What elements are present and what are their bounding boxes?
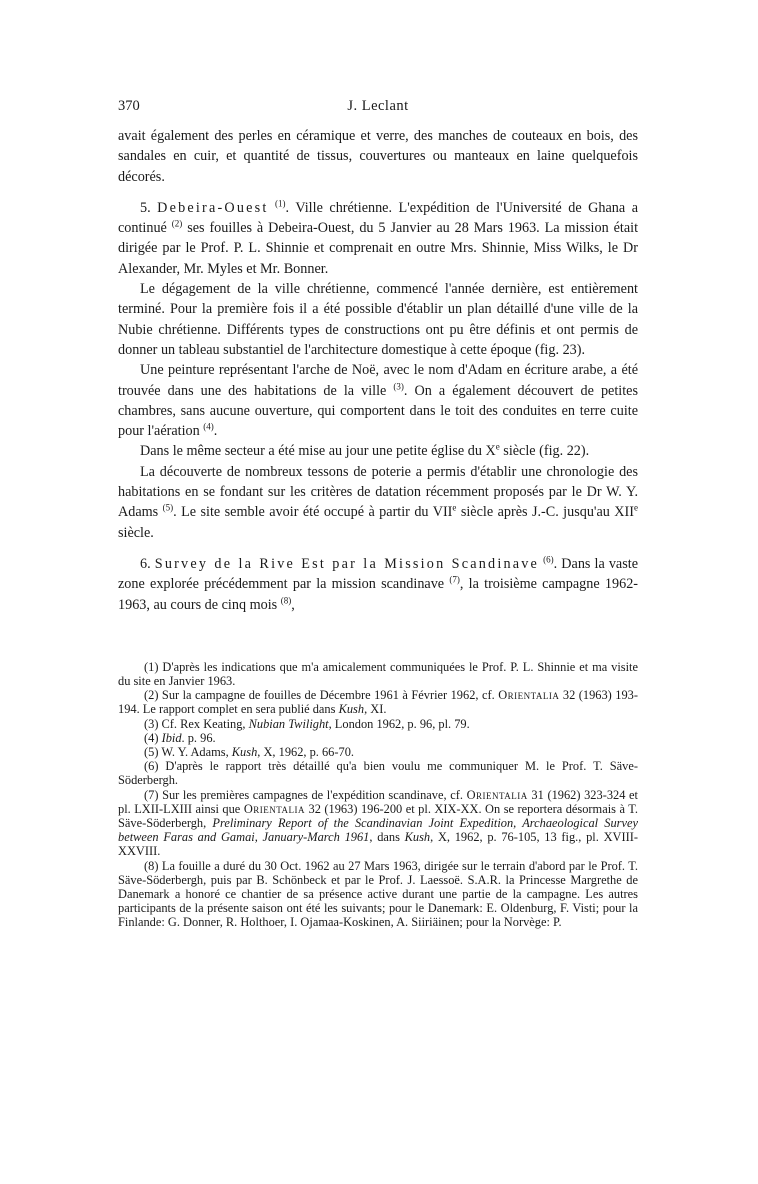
journal-name: Orientalia	[498, 688, 560, 703]
footnote-3-text-a: (3) Cf. Rex Keating,	[144, 716, 246, 731]
footnote-6: (6) D'après le rapport très détaillé qu'a bien voulu me communiquer M. le Prof. T. Säve-Söderbergh.	[118, 759, 638, 788]
ibid: Ibid	[161, 730, 182, 745]
report-title: Preliminary Report of the Scandinavian Joint Expedition, Archaeological Survey between Faras and Gamai, January-March 1961	[118, 816, 638, 845]
footnote-5	[118, 745, 638, 759]
page-number: 370	[118, 98, 140, 114]
footnote-7-text-b: 31 (1962) 323-324 et pl. LXII-LXIII ainsi que	[118, 787, 638, 816]
footnote-7	[118, 788, 638, 859]
church-text-b: siècle (fig. 22).	[503, 443, 590, 460]
footnote-3-text-b: , London 1962, p. 96, pl. 79.	[328, 716, 470, 731]
footnote-5-text-a: (5) W. Y. Adams,	[144, 745, 229, 760]
footnote-2-text-c: , XI.	[364, 702, 387, 717]
painting-text-a: Une peinture représentant l'arche de Noë, avec le nom d'Adam en écriture arabe, a été trouvée dans une des habitations de la ville	[118, 362, 638, 399]
superscript-e: e	[495, 441, 500, 452]
footnote-2-text-a: (2) Sur la campagne de fouilles de Décembre 1961 à Février 1962, cf.	[144, 688, 495, 703]
section-6-text-c: ,	[291, 596, 295, 613]
footnote-ref-4: (4)	[203, 421, 214, 432]
section-6-paragraph	[118, 554, 638, 615]
section-6-text-a: . Dans la vaste zone explorée précédemment par la mission scandinave	[118, 555, 638, 593]
footnote-2-text-b: 32 (1963) 193-194. Le rapport complet en sera publié dans	[118, 688, 638, 717]
footnote-1: (1) D'après les indications que m'a amicalement communiquées le Prof. P. L. Shinnie et ma visite du site en Janvier 1963.	[118, 659, 638, 689]
pottery-text-a: La découverte de nombreux tessons de poterie a permis d'établir une chronologie des habitations en se fondant sur les critères de datation récemment proposés par le Dr W. Y. Adams	[118, 463, 638, 521]
journal-name: Orientalia	[243, 801, 306, 816]
pottery-text-c: siècle après J.-C. jusqu'au XII	[460, 504, 635, 521]
paragraph-town-plan: Le dégagement de la ville chrétienne, commencé l'année dernière, est entièrement terminé. Pour la première fois il a été possible d'établir un plan détaillé d'une ville de la Nubie chrétienne. Différents types de constructions ont pu être définis et ont permis de donner un tableau substantiel de l'architecture domestique à cette époque (fig. 23).	[118, 281, 638, 358]
section-6-title: Survey de la Rive Est par la Mission Scandinave	[154, 555, 540, 572]
section-5-paragraph	[118, 198, 638, 279]
footnote-5-text-b: , X, 1962, p. 66-70.	[257, 745, 354, 760]
footnote-8: (8) La fouille a duré du 30 Oct. 1962 au 27 Mars 1963, dirigée sur le terrain d'abord par le Prof. T. Säve-Söderbergh, puis par B. Schönbeck et par le Prof. J. Laessoë. S.A.R. la Princesse Margrethe de Danemark a honoré ce chantier de sa présence active durant une partie de la campagne. Les autres participants de la présente saison ont été les suivants; pour le Danemark: E. Oldenburg, F. Visti; pour la Finlande: G. Donner, R. Holthoer, I. Ojamaa-Koskinen, A. Siiriäinen; pour la Norvège: P.	[118, 858, 638, 930]
footnote-4-text-a: (4)	[144, 730, 159, 745]
footnotes	[118, 660, 638, 930]
page	[118, 98, 638, 930]
footnote-ref-6: (6)	[543, 554, 554, 565]
section-5-text-a: . Ville chrétienne. L'expédition de l'Université de Ghana a continué	[118, 199, 638, 237]
paragraph-pottery	[118, 462, 638, 543]
superscript-e: e	[452, 502, 457, 513]
journal-name: Kush	[338, 702, 365, 717]
journal-name: Kush	[404, 830, 431, 845]
footnote-ref-2: (2)	[171, 218, 183, 229]
paragraph-painting	[118, 360, 638, 441]
footnote-7-text-e: , X, 1962, p. 76-105, 13 fig., pl. XVIII-XXVIII.	[118, 830, 638, 859]
painting-text-b: . On a également découvert de petites chambres, sans aucune ouverture, qui comportent dans le toit des conduites en terre cuite pour l'aération	[118, 382, 638, 440]
footnote-ref-7: (7)	[449, 574, 460, 585]
pottery-text-b: . Le site semble avoir été occupé à partir du VII	[173, 504, 453, 521]
footnote-2	[118, 688, 638, 716]
painting-text-c: .	[213, 423, 218, 440]
footnote-7-text-c: 32 (1963) 196-200 et pl. XIX-XX. On se reportera désormais à T. Säve-Söderbergh,	[118, 801, 638, 831]
footnote-ref-5: (5)	[162, 502, 174, 513]
superscript-e: e	[634, 502, 639, 513]
footnote-4	[118, 731, 638, 745]
running-head: J. Leclant	[347, 98, 409, 114]
journal-name: Kush	[231, 745, 258, 760]
footnote-7-text-a: (7) Sur les premières campagnes de l'expédition scandinave, cf.	[144, 787, 463, 802]
footnote-ref-8: (8)	[280, 594, 292, 605]
paragraph-church	[118, 441, 638, 461]
section-6-text-b: , la troisième campagne 1962-1963, au cours de cinq mois	[118, 576, 639, 613]
body-text	[118, 126, 638, 615]
church-text-a: Dans le même secteur a été mise au jour une petite église du X	[140, 443, 496, 460]
section-5-text-b: ses fouilles à Debeira-Ouest, du 5 Janvier au 28 Mars 1963. La mission était dirigée par le Prof. P. L. Shinnie et comprenait en outre Mrs. Shinnie, Miss Wilks, le Dr Alexander, Mr. Myles et Mr. Bonner.	[118, 220, 639, 277]
footnote-7-text-d: , dans	[369, 830, 400, 845]
pottery-text-d: siècle.	[118, 524, 154, 541]
page-header	[118, 98, 638, 122]
journal-name: Orientalia	[466, 787, 528, 802]
footnote-ref-1: (1)	[275, 198, 286, 209]
book-title: Nubian Twilight	[248, 716, 329, 731]
paragraph-continuation: avait également des perles en céramique et verre, des manches de couteaux en bois, des sandales en cuir, et quantité de tissus, couvertures ou manteaux en laine quelquefois décorés.	[118, 128, 638, 185]
section-6-number: 6.	[140, 555, 151, 572]
footnote-3	[118, 717, 638, 731]
section-5-number: 5.	[140, 199, 151, 216]
footnote-4-text-b: . p. 96.	[181, 730, 216, 745]
section-5-title: Debeira-Ouest	[157, 199, 269, 216]
footnote-ref-3: (3)	[393, 380, 404, 391]
